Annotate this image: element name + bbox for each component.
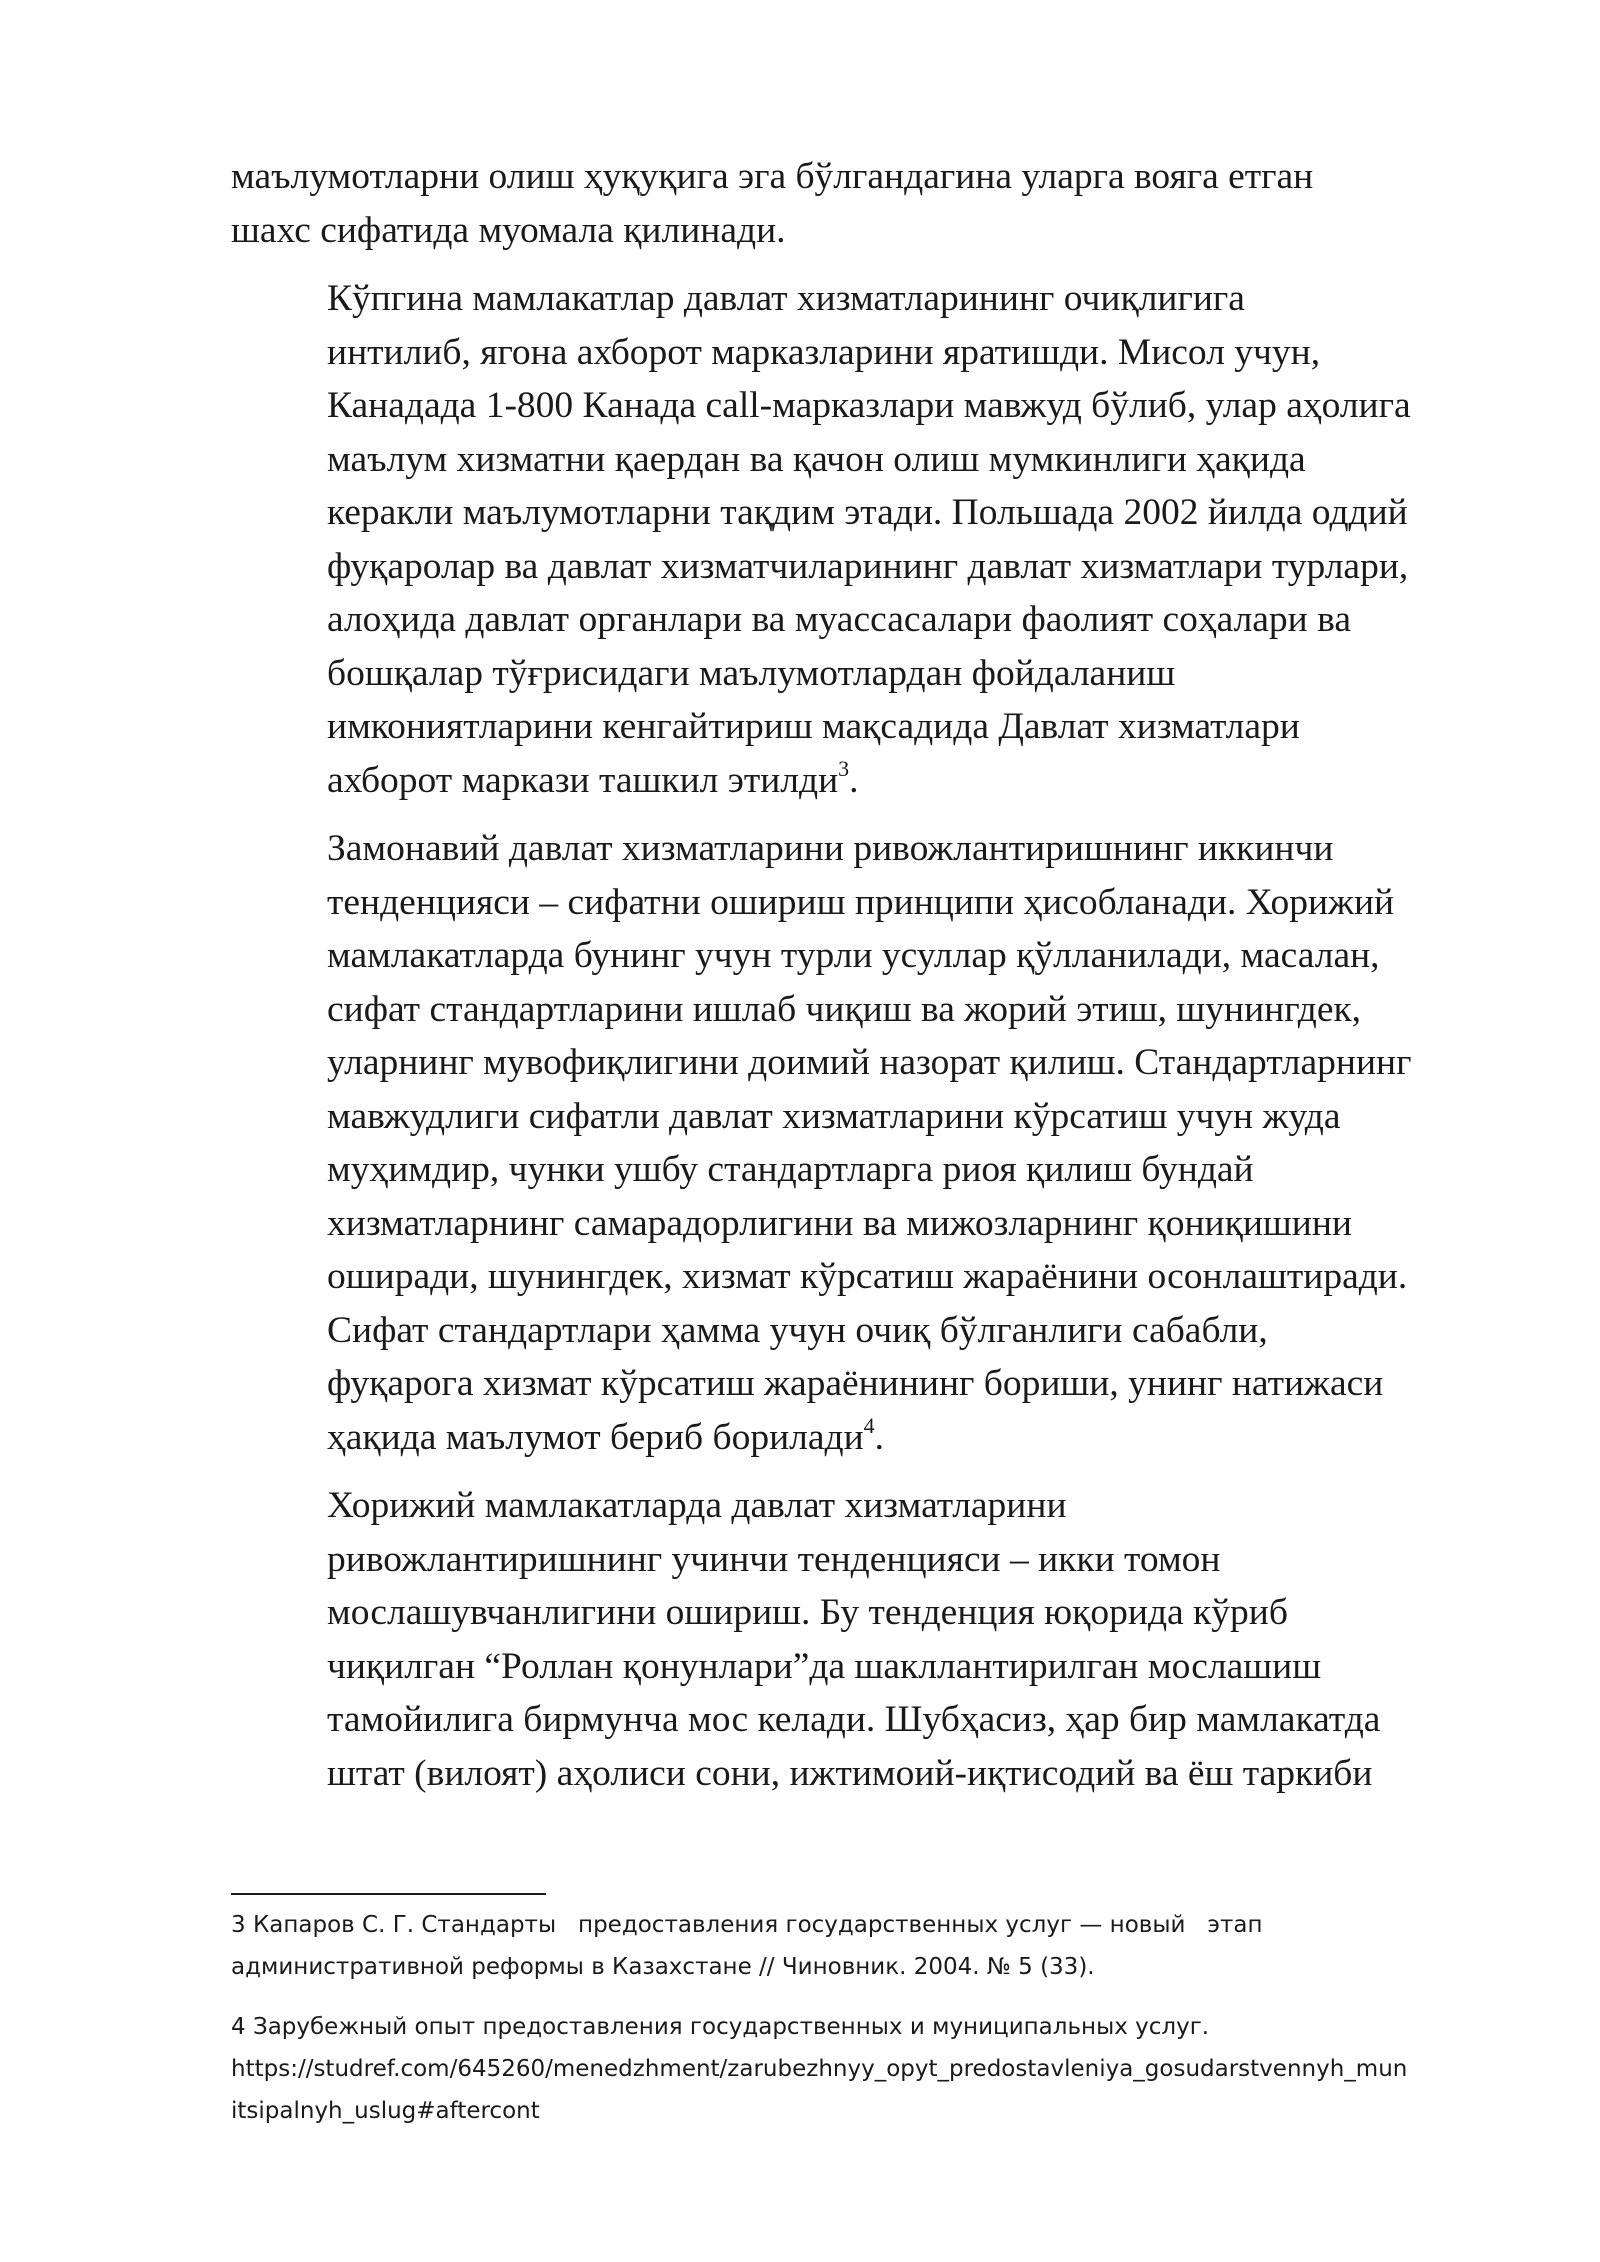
text-line: керакли маълумотларни тақдим этади. Польшада 2002 йилда оддий — [327, 492, 1408, 533]
footnote-link[interactable]: https://studref.com/645260/menedzhment/zarubezhnyy_opyt_predostavleniya_gosudarstvennyh_mun — [231, 2056, 1408, 2082]
line-text: ахборот маркази ташкил этилди — [327, 759, 839, 801]
text-line: алоҳида давлат органлари ва муассасалари фаолият соҳалари ва — [327, 599, 1351, 640]
text-line: мавжудлиги сифатли давлат хизматларини кўрсатиш учун жуда — [327, 1095, 1341, 1137]
text-line: бошқалар тўғрисидаги маълумотлардан фойдаланиш — [327, 652, 1176, 694]
text-line: хизматларнинг самарадорлигини ва мижозларнинг қониқишини — [327, 1202, 1352, 1244]
footnote-link[interactable]: itsipalnyh_uslug#aftercont — [231, 2098, 540, 2124]
sentence-end: . — [874, 1416, 885, 1458]
document-body — [231, 150, 1491, 1815]
footnote-line: 3 Капаров С. Г. Стандарты предоставления государственных услуг — новый этап — [231, 1912, 1263, 1938]
text-line: мамлакатларда бунинг учун турли усуллар қўлланилади, масалан, — [327, 935, 1380, 976]
footnote-line: 4 Зарубежный опыт предоставления государственных и муниципальных услуг. — [231, 2014, 1210, 2040]
text-line: тенденцияси – сифатни ошириш принципи ҳисобланади. Хорижий — [327, 881, 1395, 923]
text-line: сифат стандартларини ишлаб чиқиш ва жорий этиш, шунингдек, — [327, 988, 1362, 1030]
text-line: ривожлантиришнинг учинчи тенденцияси – икки томон — [327, 1538, 1221, 1580]
footnote-ref-3[interactable]: 3 — [838, 756, 850, 781]
footnote-4 — [231, 2006, 1501, 2132]
text-line: уларнинг мувофиқлигини доимий назорат қилиш. Стандартларнинг — [327, 1042, 1412, 1083]
text-line: маълумотларни олиш ҳуқуқига эга бўлгандагина уларга вояга етган — [231, 156, 1314, 197]
text-line: оширади, шунингдек, хизмат кўрсатиш жараёнини осонлаштиради. — [327, 1256, 1408, 1297]
text-line: Замонавий давлат хизматларини ривожлантиришнинг иккинчи — [327, 828, 1334, 869]
text-line: фуқаролар ва давлат хизматчиларининг давлат хизматлари турлари, — [327, 545, 1409, 587]
text-line: тамойилига бирмунча мос келади. Шубҳасиз, ҳар бир мамлакатда — [327, 1699, 1381, 1740]
text-line: шахс сифатида муомала қилинади. — [231, 209, 786, 251]
text-line: интилиб, ягона ахборот марказларини яратишди. Мисол учун, — [327, 331, 1321, 373]
text-line: Сифат стандартлари ҳамма учун очиқ бўлганлиги сабабли, — [327, 1309, 1268, 1351]
paragraph-continuation — [231, 150, 1491, 257]
text-line: Кўпгина мамлакатлар давлат хизматларининг очиқлигига — [327, 278, 1245, 319]
text-line: штат (вилоят) аҳолиси сони, ижтимоий-иқтисодий ва ёш таркиби — [327, 1752, 1373, 1794]
footnote-3 — [231, 1904, 1501, 1988]
text-line: фуқарога хизмат кўрсатиш жараёнининг бориши, унинг натижаси — [327, 1363, 1384, 1404]
sentence-end: . — [849, 759, 859, 801]
footnote-separator — [231, 1893, 546, 1895]
text-line: муҳимдир, чунки ушбу стандартларга риоя қилиш бундай — [327, 1149, 1254, 1190]
footnote-ref-4[interactable]: 4 — [863, 1413, 875, 1438]
text-line: маълум хизматни қаердан ва қачон олиш мумкинлиги ҳақида — [327, 438, 1306, 480]
paragraph-quality-standards — [231, 822, 1491, 1464]
text-line: Канадада 1-800 Канада call-марказлари мавжуд бўлиб, улар аҳолига — [327, 385, 1411, 426]
text-line — [231, 754, 1491, 808]
text-line: имкониятларини кенгайтириш мақсадида Давлат хизматлари — [327, 706, 1300, 747]
paragraph-information-centers — [231, 272, 1491, 807]
paragraph-flexibility — [231, 1479, 1491, 1800]
text-line: мослашувчанлигини ошириш. Бу тенденция юқорида кўриб — [327, 1592, 1288, 1633]
footnotes — [231, 1904, 1501, 2150]
text-line — [231, 1411, 1491, 1465]
line-text: ҳақида маълумот бериб борилади — [327, 1416, 864, 1458]
text-line: чиқилган “Роллан қонунлари”да шакллантирилган мослашиш — [327, 1645, 1322, 1687]
footnote-line: административной реформы в Казахстане // Чиновник. 2004. № 5 (33). — [231, 1954, 1095, 1980]
text-line: Хорижий мамлакатларда давлат хизматларини — [327, 1485, 1067, 1526]
